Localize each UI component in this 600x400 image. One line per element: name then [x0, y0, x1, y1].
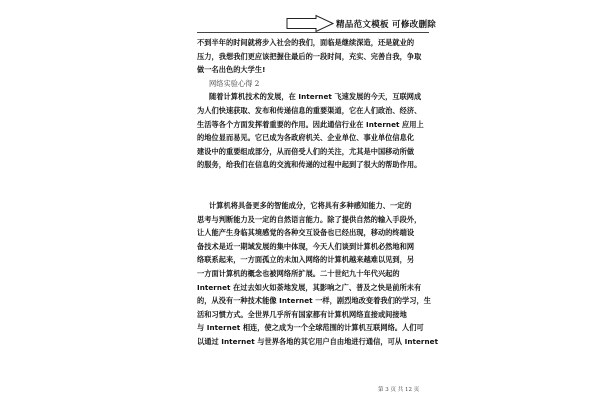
text-line: 的服务，给我们在信息的交流和传递的过程中起到了很大的帮助作用。 — [197, 160, 422, 170]
text-line: 随着计算机技术的发展，在 Internet 飞速发展的今天，互联网成 — [209, 92, 422, 102]
page-number: 第 3 页 共 12 页 — [378, 387, 420, 393]
text-line: 让人能产生身临其境感觉的各种交互设备也已经出现，移动的终端设 — [197, 228, 415, 238]
text-line: 活和习惯方式。全世界几乎所有国家都有计算机网络直接或间接地 — [197, 309, 407, 319]
section-title: 网络实验心得 2 — [209, 78, 260, 88]
text-line: 不到半年的时间就将步入社会的我们，面临是继续深造，还是就业的 — [197, 38, 415, 47]
text-line: 压力，我想我们更应该把握住最后的一段时间，充实、完善自我，争取 — [197, 51, 422, 61]
text-line: 为人们快速获取、发布和传递信息的重要渠道，它在人们政治、经济、 — [197, 105, 422, 115]
text-line: 的地位显而易见。它已成为各政府机关、企业单位、事业单位信息化 — [197, 133, 415, 143]
text-line: 一方面计算机的概念也被网络所扩展。二十世纪九十年代兴起的 — [197, 268, 400, 278]
document-body — [197, 36, 439, 348]
text-line: 做一名出色的大学生! — [197, 65, 266, 75]
header-title: 精品范文模板 可修改删除 — [336, 20, 437, 30]
text-line: 以通过 Internet 与世界各地的其它用户自由地进行通信，可从 Internet — [197, 336, 439, 346]
text-line: Internet 在过去如火如荼地发展，其影响之广、普及之快是前所未有 — [197, 282, 422, 292]
text-line: 络联系起来，一方面孤立的未加入网络的计算机越来越难以见到，另 — [197, 255, 415, 265]
text-line: 思考与判断能力及一定的自然语言能力。除了提供自然的输入手段外， — [197, 214, 422, 224]
text-line: 建设中的重要组成部分，从而倍受人们的关注，尤其是中国移动所做 — [197, 146, 415, 156]
text-line: 的，从没有一种技术能像 Internet 一样，剧烈地改变着我们的学习，生 — [197, 296, 431, 306]
text-line: 计算机将具备更多的智能成分，它将具有多种感知能力、一定的 — [209, 200, 412, 210]
header-divider — [197, 32, 429, 33]
text-line: 与 Internet 相连，使之成为一个全球范围的计算机互联网络。人们可 — [197, 323, 424, 333]
text-line: 生活等各个方面发挥着重要的作用。因此通信行业在 Internet 应用上 — [197, 119, 424, 129]
text-line: 备技术是近一期域发展的集中体现，今天人们谈到计算机必然地和网 — [197, 241, 415, 251]
paragraph-gap — [197, 172, 409, 199]
